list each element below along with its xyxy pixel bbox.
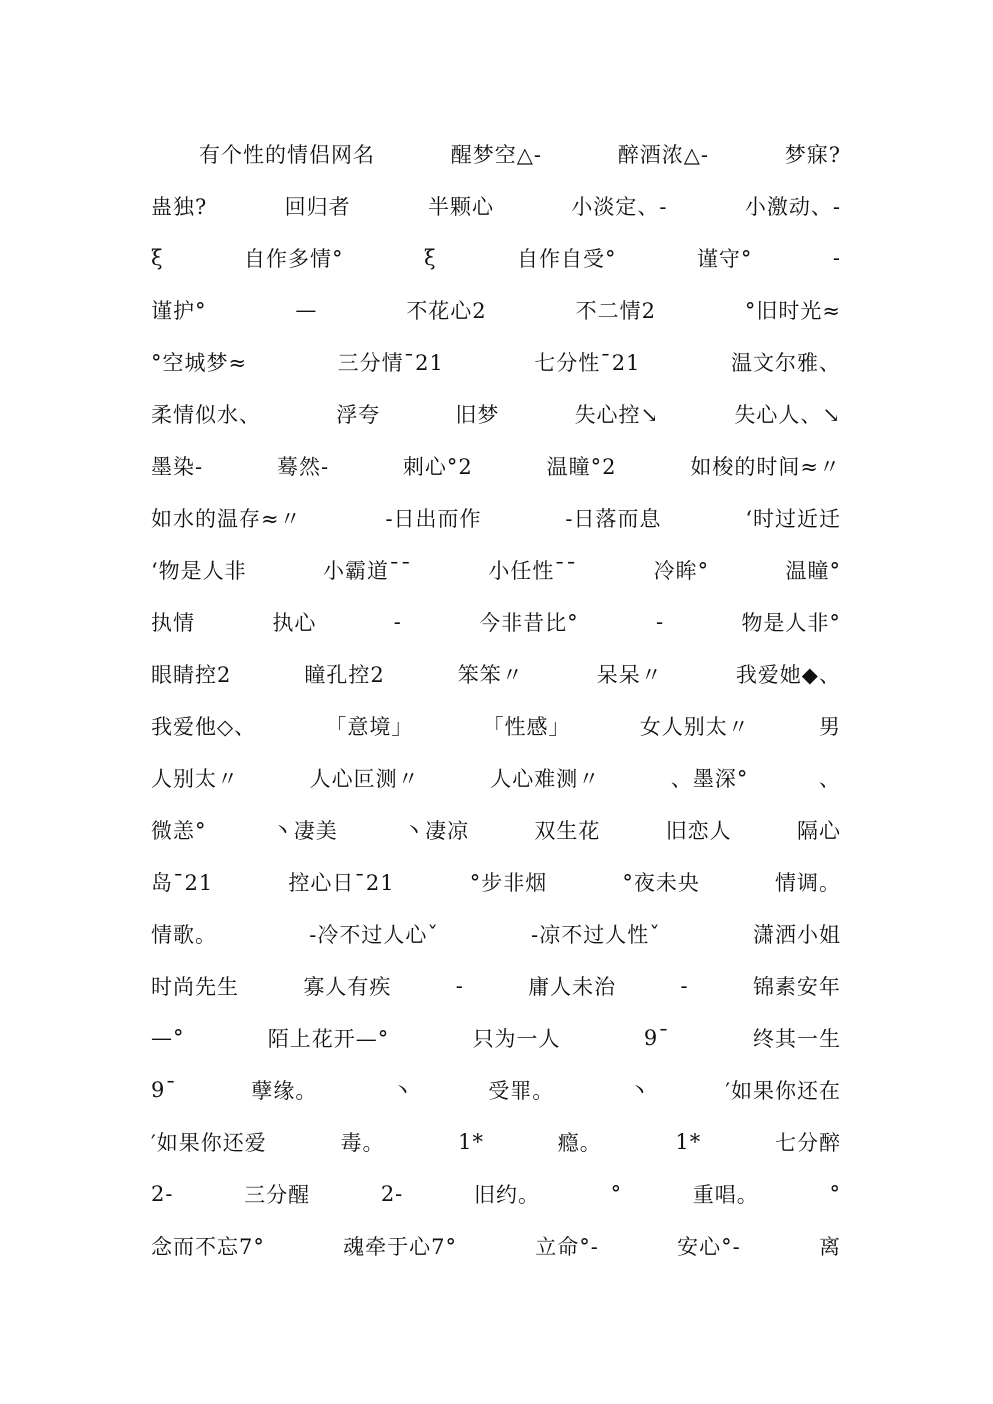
nickname: 安心°- bbox=[677, 1235, 741, 1259]
nickname: 自作多情° bbox=[244, 247, 344, 271]
nickname: 梦寐? bbox=[784, 143, 841, 167]
nickname: 寡人有疾 bbox=[303, 975, 392, 999]
nickname: °空城梦≈ bbox=[151, 351, 248, 375]
nickname: 丶凄凉 bbox=[403, 819, 470, 843]
text-line bbox=[151, 960, 841, 1012]
nickname: — bbox=[295, 298, 318, 322]
text-line bbox=[151, 232, 841, 284]
nickname: 谨守° bbox=[696, 247, 753, 271]
nickname: ‘时过近迁 bbox=[745, 507, 841, 531]
nickname: 控心日¯21 bbox=[288, 871, 395, 895]
text-line bbox=[151, 1012, 841, 1064]
nickname: 如水的温存≈〃 bbox=[151, 507, 302, 531]
nickname: 如梭的时间≈〃 bbox=[690, 455, 841, 479]
nickname: 双生花 bbox=[534, 819, 601, 843]
nickname: 男 bbox=[818, 715, 841, 739]
text-line bbox=[151, 388, 841, 440]
nickname: 冷眸° bbox=[653, 559, 710, 583]
text-line bbox=[151, 596, 841, 648]
nickname: 瞳孔控2 bbox=[304, 663, 385, 687]
nickname: —° bbox=[151, 1026, 185, 1050]
nickname: -凉不过人性ˇ bbox=[531, 923, 661, 947]
nickname: 「性感」 bbox=[482, 715, 571, 739]
nickname: - bbox=[393, 610, 402, 634]
nickname: 失心人、↘ bbox=[734, 403, 841, 427]
nickname: 醉酒浓△- bbox=[617, 143, 709, 167]
nickname: 丶 bbox=[628, 1079, 651, 1103]
nickname: 小激动、- bbox=[744, 195, 841, 219]
nickname: 温瞳°2 bbox=[546, 455, 617, 479]
nickname: 不花心2 bbox=[406, 299, 487, 323]
nickname: °旧时光≈ bbox=[744, 299, 841, 323]
text-line bbox=[151, 908, 841, 960]
text-line bbox=[151, 804, 841, 856]
nickname: 小淡定、- bbox=[571, 195, 668, 219]
nickname: 2- bbox=[380, 1182, 404, 1206]
nickname: - bbox=[832, 246, 841, 270]
nickname: -日出而作 bbox=[385, 507, 482, 531]
nickname: 物是人非° bbox=[741, 611, 841, 635]
text-line bbox=[151, 700, 841, 752]
text-line bbox=[151, 440, 841, 492]
text-line bbox=[151, 336, 841, 388]
nickname: ξ bbox=[423, 246, 437, 270]
nickname: - bbox=[455, 974, 464, 998]
nickname: 七分醉 bbox=[774, 1131, 841, 1155]
nickname: 2- bbox=[151, 1182, 174, 1206]
nickname: 蛊独? bbox=[151, 195, 208, 219]
nickname: 离 bbox=[818, 1235, 841, 1259]
nickname: 终其一生 bbox=[753, 1027, 841, 1051]
nickname: 丶 bbox=[391, 1079, 414, 1103]
nickname: -日落而息 bbox=[565, 507, 662, 531]
nickname: 1* bbox=[458, 1130, 485, 1154]
text-line bbox=[151, 1220, 841, 1272]
nickname: 今非昔比° bbox=[479, 611, 579, 635]
nickname: 1* bbox=[675, 1130, 702, 1154]
nickname: 孽缘。 bbox=[251, 1079, 318, 1103]
text-line bbox=[151, 284, 841, 336]
nickname: -冷不过人心ˇ bbox=[309, 923, 439, 947]
nickname: 隔心 bbox=[796, 819, 841, 843]
nickname: 丶凄美 bbox=[271, 819, 338, 843]
nickname: 庸人未治 bbox=[528, 975, 617, 999]
nickname: 旧约。 bbox=[473, 1183, 540, 1207]
text-line bbox=[151, 1116, 841, 1168]
nickname: 情调。 bbox=[774, 871, 841, 895]
text-line bbox=[151, 1168, 841, 1220]
nickname: 受罪。 bbox=[488, 1079, 555, 1103]
nickname: 女人别太〃 bbox=[639, 715, 750, 739]
nickname: 刺心°2 bbox=[402, 455, 473, 479]
nickname: 毒。 bbox=[340, 1131, 385, 1155]
nickname: 失心控↘ bbox=[574, 403, 660, 427]
nickname: 只为一人 bbox=[472, 1027, 561, 1051]
nickname: 旧梦 bbox=[455, 403, 500, 427]
nickname: 潇洒小姐 bbox=[752, 923, 841, 947]
nickname: 三分醒 bbox=[244, 1183, 311, 1207]
nickname: 、墨深° bbox=[670, 767, 749, 791]
nickname: 醒梦空△- bbox=[450, 143, 542, 167]
nickname: 浮夸 bbox=[336, 403, 381, 427]
text-line bbox=[151, 856, 841, 908]
text-line bbox=[151, 128, 841, 180]
nickname: 谨护° bbox=[151, 299, 207, 323]
nickname: 立命°- bbox=[535, 1235, 599, 1259]
nickname: 情歌。 bbox=[151, 923, 217, 947]
nickname: 墨染- bbox=[151, 455, 204, 479]
nickname: 、 bbox=[819, 767, 841, 791]
nickname: °步非烟 bbox=[469, 871, 548, 895]
nickname: 回归者 bbox=[284, 195, 351, 219]
nickname: 温瞳° bbox=[785, 559, 841, 583]
nickname: ′如果你还爱 bbox=[151, 1131, 267, 1155]
nickname: - bbox=[655, 610, 665, 634]
nickname: 我爱他◇、 bbox=[151, 715, 257, 739]
nickname: 三分情¯21 bbox=[337, 351, 444, 375]
nickname: 岛¯21 bbox=[151, 871, 214, 895]
nickname: 9¯ bbox=[151, 1078, 177, 1102]
nickname: 七分性¯21 bbox=[534, 351, 641, 375]
nickname: 执心 bbox=[272, 611, 317, 635]
document-body bbox=[151, 128, 841, 1272]
nickname: - bbox=[680, 974, 689, 998]
nickname: 微恙° bbox=[151, 819, 207, 843]
nickname: 笨笨〃 bbox=[457, 663, 524, 687]
nickname: ° bbox=[829, 1182, 841, 1206]
nickname: 时尚先生 bbox=[151, 975, 239, 999]
nickname: 温文尔雅、 bbox=[730, 351, 841, 375]
nickname: ‘物是人非 bbox=[151, 559, 247, 583]
nickname: 9¯ bbox=[643, 1026, 670, 1050]
text-line bbox=[151, 180, 841, 232]
nickname: 人心难测〃 bbox=[490, 767, 601, 791]
text-line bbox=[151, 752, 841, 804]
nickname: ° bbox=[610, 1182, 623, 1206]
nickname: 呆呆〃 bbox=[596, 663, 663, 687]
nickname: 重唱。 bbox=[692, 1183, 759, 1207]
nickname: 念而不忘7° bbox=[151, 1235, 265, 1259]
nickname: 旧恋人 bbox=[665, 819, 732, 843]
nickname: 蓦然- bbox=[276, 455, 330, 479]
nickname: 执情 bbox=[151, 611, 195, 635]
nickname: 柔情似水、 bbox=[151, 403, 261, 427]
nickname: 我爱她◆、 bbox=[735, 663, 841, 687]
doc-title: 有个性的情侣网名 bbox=[199, 143, 375, 167]
text-line bbox=[151, 492, 841, 544]
nickname: 「意境」 bbox=[325, 715, 414, 739]
nickname: 人别太〃 bbox=[151, 767, 239, 791]
text-line bbox=[151, 1064, 841, 1116]
nickname: 眼睛控2 bbox=[151, 663, 232, 687]
nickname: 不二情2 bbox=[575, 299, 656, 323]
nickname: 瘾。 bbox=[557, 1131, 602, 1155]
nickname: 自作自受° bbox=[516, 247, 617, 271]
nickname: 半颗心 bbox=[428, 195, 495, 219]
nickname: 锦素安年 bbox=[752, 975, 841, 999]
nickname: 魂牵于心7° bbox=[343, 1235, 457, 1259]
nickname: ξ bbox=[151, 246, 164, 270]
nickname: 小霸道¯¯ bbox=[323, 559, 413, 583]
text-line bbox=[151, 544, 841, 596]
nickname: 陌上花开—° bbox=[267, 1027, 390, 1051]
nickname: 小任性¯¯ bbox=[488, 559, 578, 583]
nickname: °夜未央 bbox=[622, 871, 700, 895]
nickname: ′如果你还在 bbox=[725, 1079, 841, 1103]
nickname: 人心叵测〃 bbox=[309, 767, 420, 791]
text-line bbox=[151, 648, 841, 700]
